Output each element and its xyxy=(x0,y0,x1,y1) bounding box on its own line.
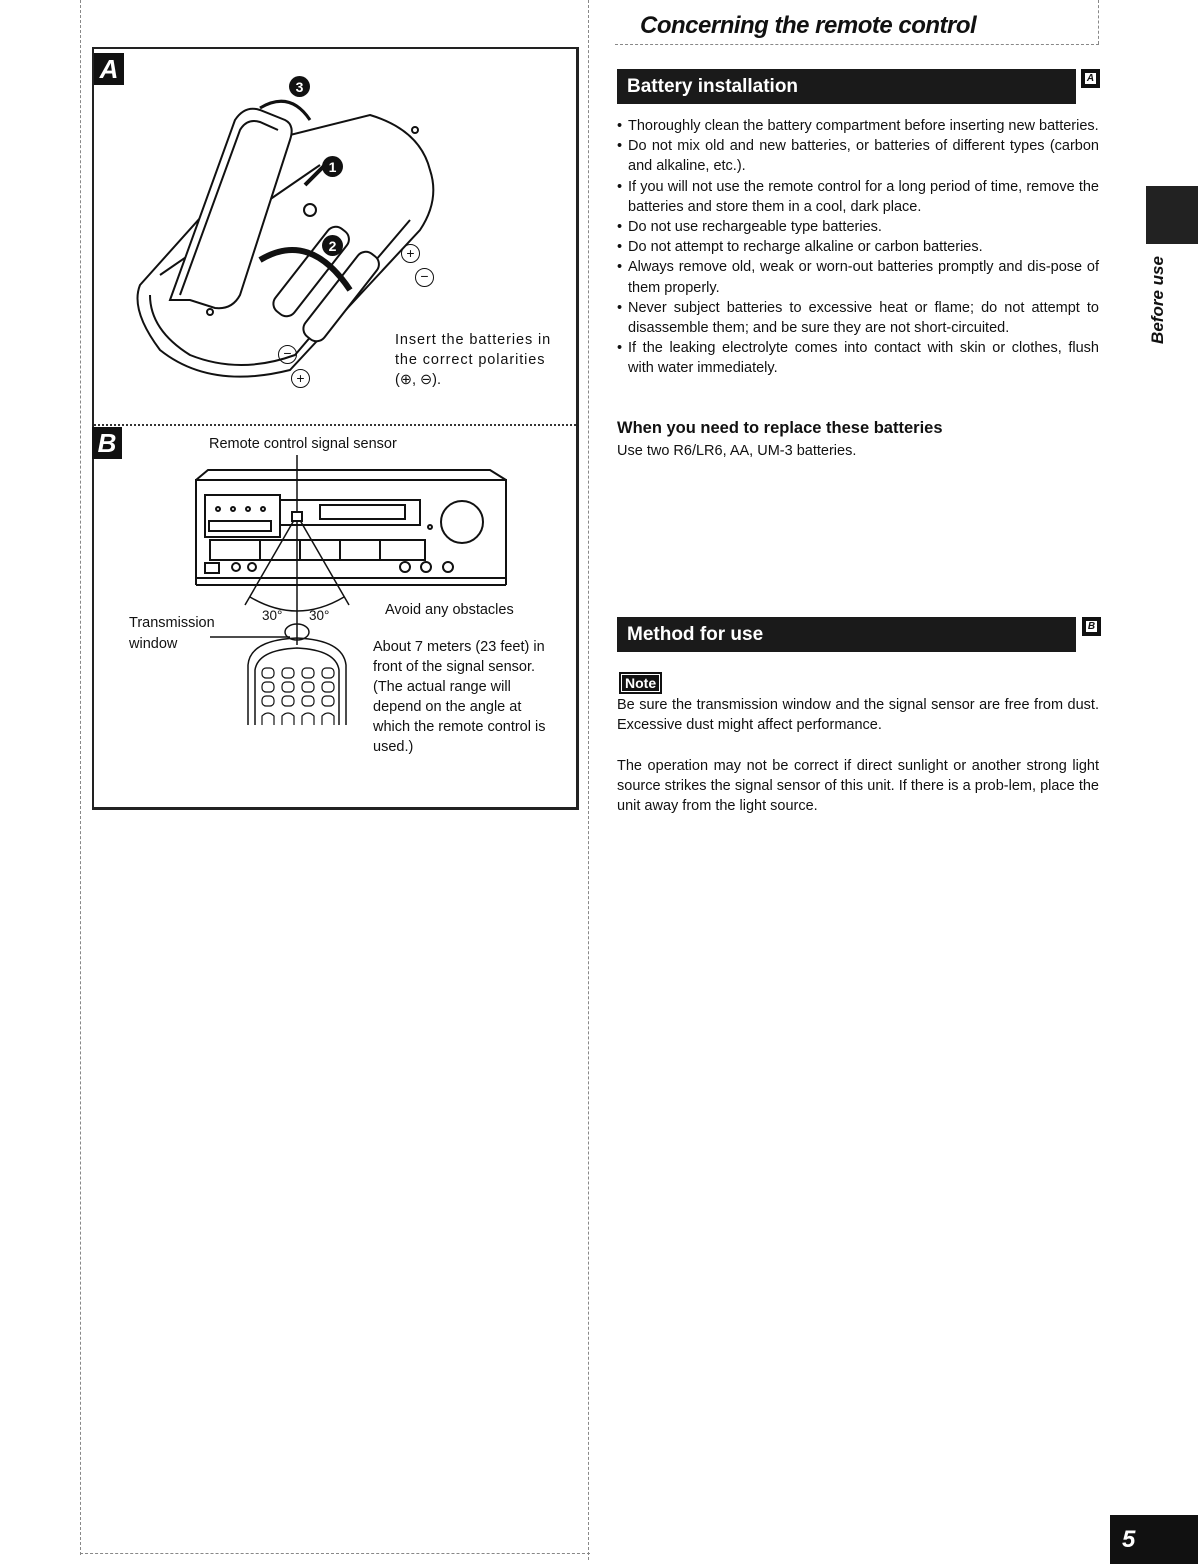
polarity-caption-line: the correct polarities xyxy=(395,352,546,368)
section-a-badge xyxy=(1081,69,1100,88)
left-margin-line xyxy=(80,0,81,1555)
section-b-badge xyxy=(1082,617,1101,636)
range-text-line: depend on the angle at xyxy=(373,699,522,715)
step-2-marker: 2 xyxy=(322,235,343,256)
list-item: • Do not attempt to recharge alkaline or carbon batteries. xyxy=(617,237,1099,257)
sunlight-paragraph: The operation may not be correct if direct sunlight or another strong light source strikes the signal sensor of this unit. If there is a prob-lem, place the unit away from the light source. xyxy=(617,758,1099,815)
step-3-marker: 3 xyxy=(289,76,310,97)
column-divider-line xyxy=(588,0,589,1560)
list-item: • Thoroughly clean the battery compartment before inserting new batteries. xyxy=(617,116,1099,136)
figure-b-badge: B xyxy=(92,427,122,459)
list-item: • Never subject batteries to excessive heat or flame; do not attempt to disassemble them; and be sure they are not short-circuited. xyxy=(617,298,1099,338)
figure-a-badge: A xyxy=(94,53,124,85)
step-1-marker: 1 xyxy=(322,156,343,177)
polarity-caption-line: (⊕, ⊖). xyxy=(395,372,442,388)
page-number: 5 xyxy=(1110,1515,1198,1564)
figure-divider xyxy=(94,424,576,426)
battery-installation-heading xyxy=(617,69,1076,104)
bottom-margin-line xyxy=(80,1553,590,1554)
page-title: Concerning the remote control xyxy=(640,12,977,39)
section-heading-text: Battery installation xyxy=(627,75,799,97)
minus-terminal-icon: − xyxy=(278,345,297,364)
note-label: Note xyxy=(619,672,662,694)
title-underline xyxy=(615,44,1099,45)
remote-top-illustration xyxy=(210,620,350,730)
angle-left-label: 30° xyxy=(262,608,283,623)
section-badge-letter: B xyxy=(1087,621,1096,632)
minus-terminal-icon: − xyxy=(415,268,434,287)
replace-batteries-text: Use two R6/LR6, AA, UM-3 batteries. xyxy=(617,443,857,459)
title-end-line xyxy=(1098,0,1099,44)
range-text-line: front of the signal sensor. xyxy=(373,659,536,675)
method-for-use-heading xyxy=(617,617,1076,652)
angle-right-label: 30° xyxy=(309,608,330,623)
range-text-line: used.) xyxy=(373,739,414,755)
plus-terminal-icon: + xyxy=(291,369,310,388)
obstacles-label: Avoid any obstacles xyxy=(385,602,514,618)
battery-precautions-list xyxy=(617,116,1099,379)
sensor-label: Remote control signal sensor xyxy=(209,436,397,452)
note-text: Be sure the transmission window and the signal sensor are free from dust. Excessive dust might affect performance. xyxy=(617,697,1099,734)
plus-terminal-icon: + xyxy=(401,244,420,263)
transmission-label: window xyxy=(129,636,178,652)
list-item: • Do not mix old and new batteries, or batteries of different types (carbon and alkaline, etc.). xyxy=(617,136,1099,176)
side-tab-label: Before use xyxy=(1148,256,1167,344)
transmission-label: Transmission xyxy=(129,615,215,631)
list-item: • If you will not use the remote control for a long period of time, remove the batteries and store them in a cool, dark place. xyxy=(617,177,1099,217)
list-item: • Always remove old, weak or worn-out batteries promptly and dis-pose of them properly. xyxy=(617,257,1099,297)
replace-batteries-heading: When you need to replace these batteries xyxy=(617,419,943,437)
list-item: • Do not use rechargeable type batteries. xyxy=(617,217,1099,237)
polarity-caption-line: Insert the batteries in xyxy=(395,332,552,348)
side-tab-marker xyxy=(1146,186,1198,244)
list-item: • If the leaking electrolyte comes into contact with skin or clothes, flush with water immediately. xyxy=(617,338,1099,378)
range-text-line: which the remote control is xyxy=(373,719,546,735)
range-text-line: About 7 meters (23 feet) in xyxy=(373,639,545,655)
range-text-line: (The actual range will xyxy=(373,679,511,695)
section-heading-text: Method for use xyxy=(627,623,764,645)
section-badge-letter: A xyxy=(1086,73,1095,84)
